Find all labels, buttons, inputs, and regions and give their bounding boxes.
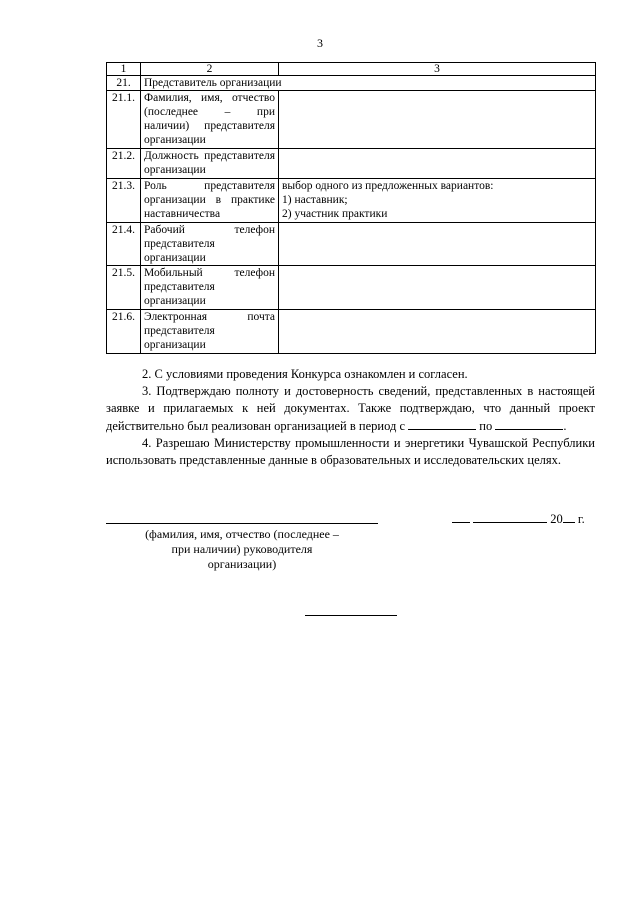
row-value-field[interactable] (279, 149, 596, 179)
row-number: 21.4. (107, 223, 141, 266)
declarations (106, 366, 595, 469)
table-row (107, 266, 596, 310)
header-col-2: 2 (141, 63, 279, 76)
row-label: Электронная почта представителя организации (141, 310, 279, 354)
date-month-field[interactable] (473, 510, 547, 523)
table-row (107, 91, 596, 149)
row-value-field[interactable] (279, 266, 596, 310)
period-po-label: по (479, 419, 493, 433)
row-label: Рабочий телефон представителя организации (141, 223, 279, 266)
section-title: Представитель организации (141, 76, 596, 91)
option-mentor: 1) наставник; (282, 194, 348, 206)
period-end-dot: . (563, 419, 567, 433)
caption-line: при наличии) руководителя (171, 542, 313, 556)
row-label: Фамилия, имя, отчество (последнее – при наличии) представителя организации (141, 91, 279, 149)
table-row (107, 179, 596, 223)
representative-table (106, 62, 596, 354)
row-number: 21.6. (107, 310, 141, 354)
row-number: 21.2. (107, 149, 141, 179)
signature-name-field[interactable] (106, 523, 378, 524)
row-label: Роль представителя организации в практике наставничества (141, 179, 279, 223)
row-value-field[interactable] (279, 179, 596, 223)
paragraph-3-text: 3. Подтверждаю полноту и достоверность сведений, представленных в настоящей заявке и прилагаемых к ней документах. Также подтверждаю, что данный проект действительно был реализован организацией в период с (106, 384, 595, 433)
paragraph-4: 4. Разрешаю Министерству промышленности и энергетики Чувашской Республики использовать представленные данные в образовательных и исследовательских целях. (106, 436, 595, 467)
row-value-field[interactable] (279, 223, 596, 266)
row-value-field[interactable] (279, 310, 596, 354)
caption-line: (фамилия, имя, отчество (последнее – (145, 527, 339, 541)
row-label: Мобильный телефон представителя организации (141, 266, 279, 310)
period-start-field[interactable] (408, 417, 476, 430)
option-participant: 2) участник практики (282, 208, 388, 220)
paragraph-3 (106, 383, 595, 435)
row-number: 21.1. (107, 91, 141, 149)
table-row (107, 223, 596, 266)
date-day-field[interactable] (452, 510, 470, 523)
date-year-prefix: 20 (550, 512, 563, 526)
table-row (107, 310, 596, 354)
date-fields (452, 510, 585, 527)
table-header-row (107, 63, 596, 76)
end-divider (305, 615, 397, 616)
signature-caption (128, 527, 356, 572)
caption-line: организации) (207, 557, 277, 571)
section-row (107, 76, 596, 91)
row-label: Должность представителя организации (141, 149, 279, 179)
value-line: выбор одного из предложенных вариантов: (282, 180, 494, 192)
table-row (107, 149, 596, 179)
page-number: 3 (317, 36, 323, 50)
header-col-1: 1 (107, 63, 141, 76)
header-col-3: 3 (279, 63, 596, 76)
paragraph-2: 2. С условиями проведения Конкурса ознакомлен и согласен. (142, 367, 468, 381)
date-year-field[interactable] (563, 510, 575, 523)
date-suffix: г. (577, 512, 585, 526)
period-end-field[interactable] (495, 417, 563, 430)
section-number: 21. (107, 76, 141, 91)
row-number: 21.3. (107, 179, 141, 223)
row-value-field[interactable] (279, 91, 596, 149)
row-number: 21.5. (107, 266, 141, 310)
